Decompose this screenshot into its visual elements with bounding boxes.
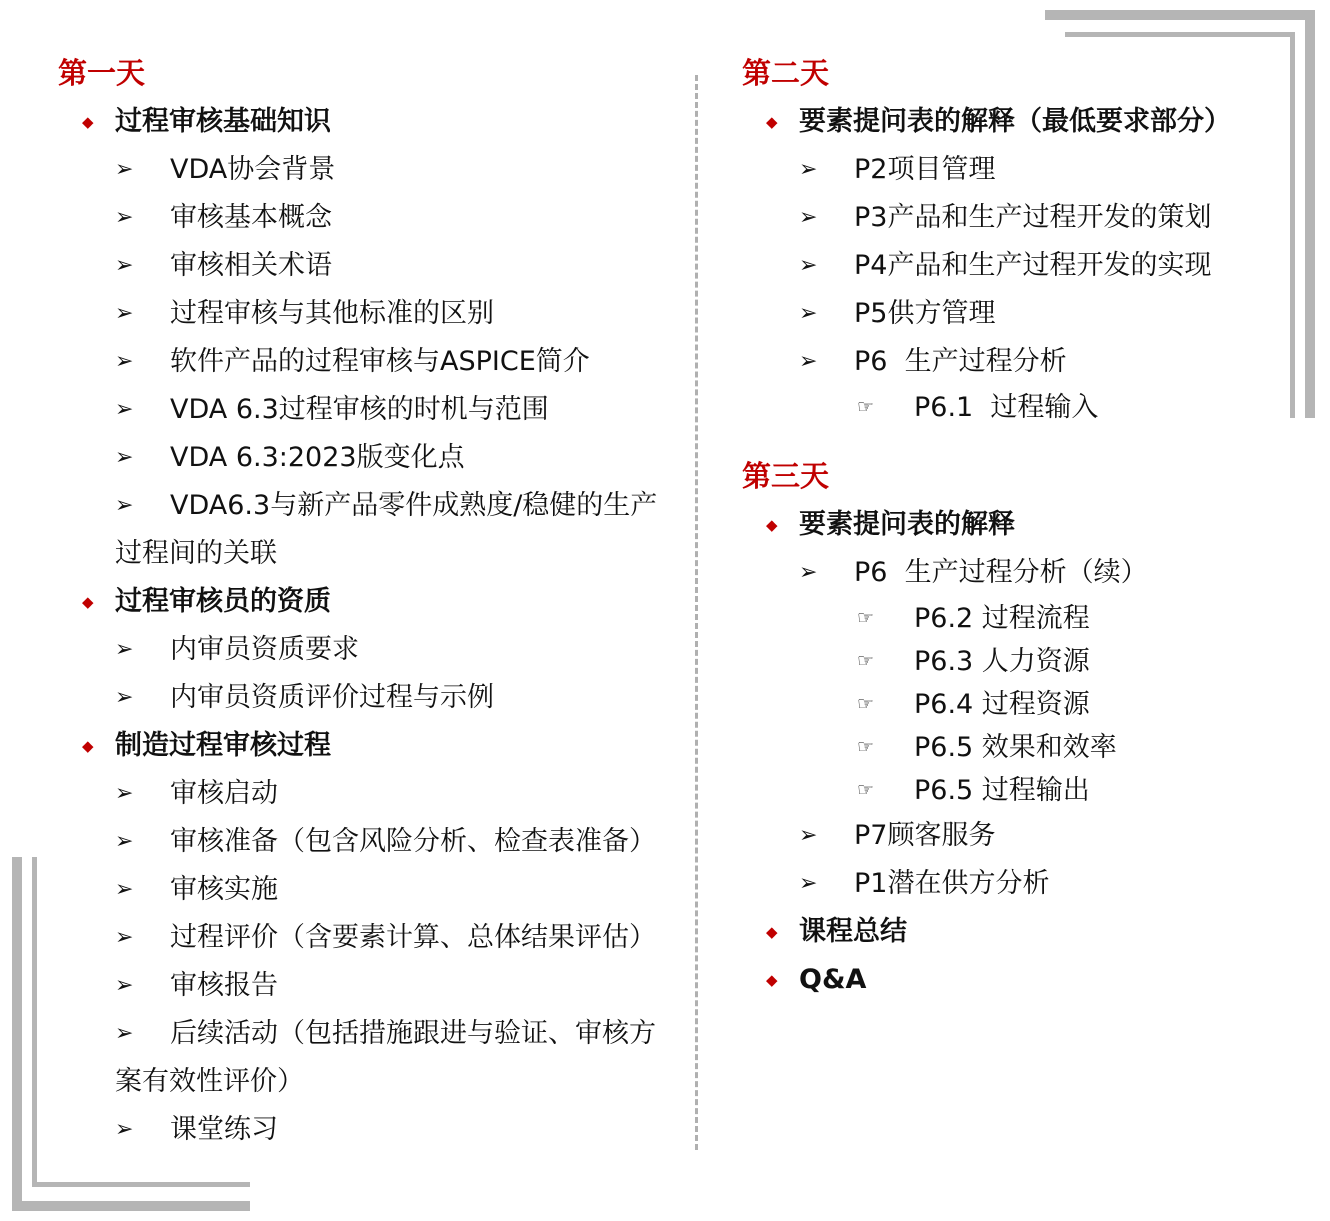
arrow-bullet-icon: ➢ [115,925,134,950]
column-divider [695,75,698,1150]
arrow-bullet-icon: ➢ [799,349,818,374]
list-item: ➢ 审核启动 [58,770,678,818]
arrow-bullet-icon: ➢ [799,871,818,896]
day1-column [58,48,678,1154]
pointing-hand-icon: ☞ [857,396,875,418]
list-item: ➢ 审核准备（包含风险分析、检查表准备） [58,818,678,866]
bullet-icon: ◆ [766,113,778,131]
section-label: 要素提问表的解释 [799,509,1015,540]
arrow-bullet-icon: ➢ [115,205,134,230]
arrow-bullet-icon: ➢ [799,253,818,278]
arrow-bullet-icon: ➢ [115,157,134,182]
day3-section [742,501,1302,549]
arrow-bullet-icon: ➢ [115,973,134,998]
section-label: 要素提问表的解释（最低要求部分） [799,106,1231,137]
arrow-bullet-icon: ➢ [115,877,134,902]
arrow-bullet-icon: ➢ [799,205,818,230]
sub-list-item: ☞ P6.3 人力资源 [742,640,1302,683]
frame-bottom-bar [12,1201,250,1211]
frame-bottom-inner-bar [32,1182,250,1187]
pointing-hand-icon: ☞ [857,693,875,715]
bullet-icon: ◆ [766,971,778,989]
qa-section [742,956,1302,1004]
arrow-bullet-icon: ➢ [799,301,818,326]
list-item: ➢ 课堂练习 [58,1106,678,1154]
list-item: ➢ P6 生产过程分析 [742,338,1302,386]
list-item: ➢ 后续活动（包括措施跟进与验证、审核方案有效性评价） [58,1010,678,1106]
sub-list-item: ☞ P6.1 过程输入 [742,386,1302,429]
list-item: ➢ P4产品和生产过程开发的实现 [742,242,1302,290]
bullet-icon: ◆ [82,113,94,131]
frame-left-bar [12,857,22,1209]
list-item: ➢ VDA6.3与新产品零件成熟度/稳健的生产过程间的关联 [58,482,678,578]
section-label: 过程审核基础知识 [115,106,331,137]
bullet-icon: ◆ [82,737,94,755]
list-item: ➢ P7顾客服务 [742,812,1302,860]
arrow-bullet-icon: ➢ [115,637,134,662]
arrow-bullet-icon: ➢ [799,823,818,848]
list-item: ➢ VDA协会背景 [58,146,678,194]
list-item: ➢ 审核报告 [58,962,678,1010]
pointing-hand-icon: ☞ [857,607,875,629]
sub-list-item: ☞ P6.2 过程流程 [742,597,1302,640]
arrow-bullet-icon: ➢ [799,157,818,182]
arrow-bullet-icon: ➢ [115,445,134,470]
arrow-bullet-icon: ➢ [799,560,818,585]
list-item: ➢ 过程评价（含要素计算、总体结果评估） [58,914,678,962]
bullet-icon: ◆ [766,923,778,941]
list-item: ➢ 内审员资质要求 [58,626,678,674]
arrow-bullet-icon: ➢ [115,253,134,278]
frame-right-bar [1305,10,1315,418]
frame-top-bar [1045,10,1315,20]
section-label: 过程审核员的资质 [115,586,331,617]
pointing-hand-icon: ☞ [857,650,875,672]
list-item: ➢ P1潜在供方分析 [742,860,1302,908]
section-label: 课程总结 [799,916,907,947]
pointing-hand-icon: ☞ [857,736,875,758]
arrow-bullet-icon: ➢ [115,781,134,806]
list-item: ➢ P6 生产过程分析（续） [742,549,1302,597]
pointing-hand-icon: ☞ [857,779,875,801]
bullet-icon: ◆ [766,516,778,534]
day1-section-process [58,722,678,770]
arrow-bullet-icon: ➢ [115,1117,134,1142]
arrow-bullet-icon: ➢ [115,301,134,326]
frame-left-inner-bar [32,857,37,1187]
bullet-icon: ◆ [82,593,94,611]
list-item: ➢ P2项目管理 [742,146,1302,194]
list-item: ➢ 内审员资质评价过程与示例 [58,674,678,722]
list-item: ➢ 审核基本概念 [58,194,678,242]
list-item: ➢ 过程审核与其他标准的区别 [58,290,678,338]
arrow-bullet-icon: ➢ [115,349,134,374]
sub-list-item: ☞ P6.4 过程资源 [742,683,1302,726]
arrow-bullet-icon: ➢ [115,493,134,518]
list-item: ➢ VDA 6.3过程审核的时机与范围 [58,386,678,434]
section-label: Q&A [799,964,867,995]
summary-section [742,908,1302,956]
day2-day3-column [742,48,1302,1004]
arrow-bullet-icon: ➢ [115,1021,134,1046]
arrow-bullet-icon: ➢ [115,685,134,710]
sub-list-item: ☞ P6.5 效果和效率 [742,726,1302,769]
day1-section-basics [58,98,678,146]
list-item: ➢ P3产品和生产过程开发的策划 [742,194,1302,242]
day2-section [742,98,1302,146]
day3-title: 第三天 [742,459,830,493]
day2-title: 第二天 [742,56,830,90]
frame-top-inner-bar [1065,32,1295,37]
list-item: ➢ 审核相关术语 [58,242,678,290]
day1-section-qualification [58,578,678,626]
list-item: ➢ P5供方管理 [742,290,1302,338]
section-label: 制造过程审核过程 [115,730,331,761]
list-item: ➢ 审核实施 [58,866,678,914]
list-item: ➢ 软件产品的过程审核与ASPICE简介 [58,338,678,386]
arrow-bullet-icon: ➢ [115,829,134,854]
list-item: ➢ VDA 6.3:2023版变化点 [58,434,678,482]
arrow-bullet-icon: ➢ [115,397,134,422]
day1-title: 第一天 [58,56,146,90]
sub-list-item: ☞ P6.5 过程输出 [742,769,1302,812]
